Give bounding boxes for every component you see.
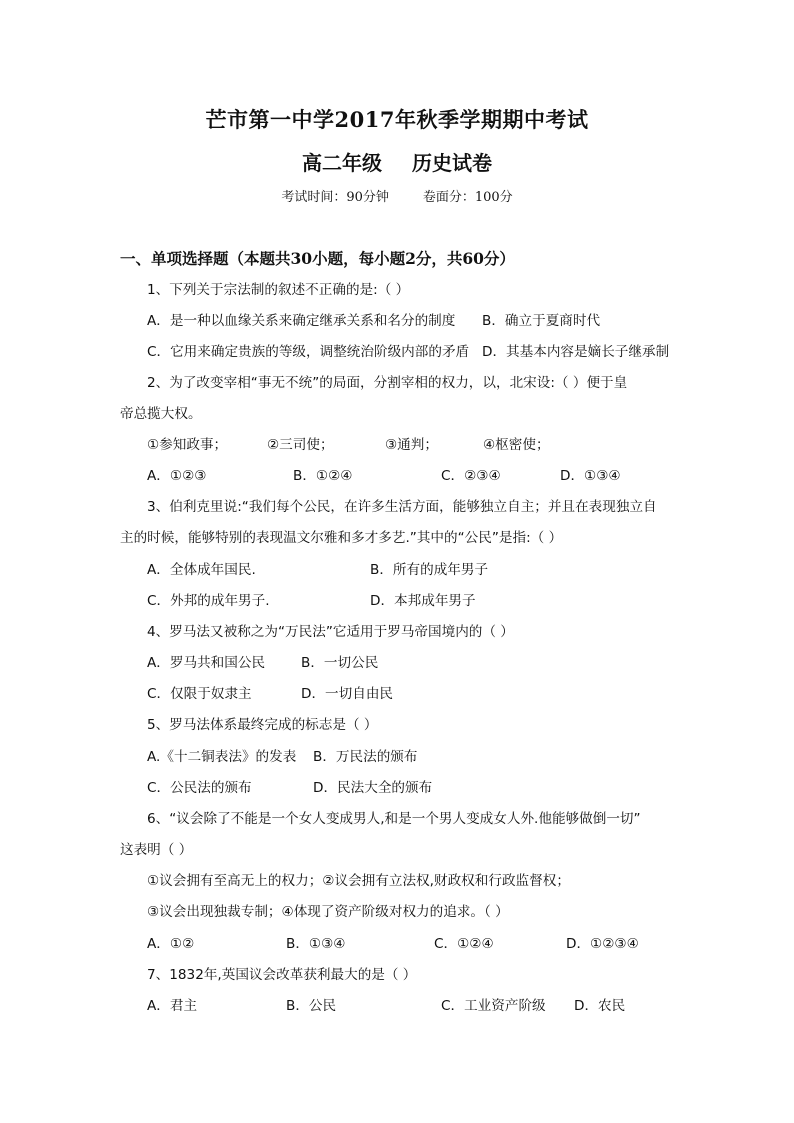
- statement-row: ①议会拥有至高无上的权力；②议会拥有立法权,财政权和行政监督权；: [147, 873, 570, 889]
- option-a: A．①②③: [147, 468, 207, 484]
- option-d: D．本邦成年男子: [370, 593, 476, 609]
- subject-label: 历史试卷: [412, 151, 492, 175]
- option-a: A．君主: [147, 998, 198, 1014]
- question-stem: 1、下列关于宗法制的叙述不正确的是:（ ）: [147, 282, 410, 298]
- question-stem: 4、罗马法又被称之为“万民法”它适用于罗马帝国境内的（ ）: [147, 624, 514, 640]
- option-b: B．一切公民: [301, 655, 379, 671]
- option-c: C．外邦的成年男子.: [147, 593, 270, 609]
- option-c: C．公民法的颁布: [147, 780, 252, 796]
- question-stem: 2、为了改变宰相“事无不统”的局面，分割宰相的权力，以，北宋设:（ ）便于皇: [147, 375, 628, 391]
- option-d: D．①③④: [560, 468, 621, 484]
- statement-1: ①参知政事；: [147, 437, 228, 453]
- full-score: 卷面分：100分: [422, 190, 513, 205]
- option-b: B．①③④: [286, 936, 346, 952]
- question-stem-continued: 帝总揽大权。: [120, 406, 202, 422]
- exam-time: 考试时间：90分钟: [281, 190, 389, 205]
- statement-3: ③通判；: [385, 437, 438, 453]
- exam-subtitle: [0, 147, 794, 176]
- statement-row: ③议会出现独裁专制；④体现了资产阶级对权力的追求。（ ）: [147, 904, 509, 920]
- option-c: C．仅限于奴隶主: [147, 686, 252, 702]
- option-c: C．②③④: [441, 468, 501, 484]
- exam-title: 芒市第一中学2017年秋季学期期中考试: [205, 107, 589, 132]
- option-d: D．民法大全的颁布: [313, 780, 433, 796]
- question-stem: 5、罗马法体系最终完成的标志是（ ）: [147, 717, 378, 733]
- question-stem: 3、伯利克里说:“我们每个公民，在许多生活方面，能够独立自主；并且在表现独立自: [147, 499, 657, 515]
- question-stem-continued: 这表明（ ）: [120, 842, 193, 858]
- option-d: D．①②③④: [566, 936, 639, 952]
- option-b: B．万民法的颁布: [313, 749, 418, 765]
- option-d: D．其基本内容是嫡长子继承制: [482, 344, 670, 360]
- option-a: A.《十二铜表法》的发表: [147, 749, 297, 765]
- option-b: B．确立于夏商时代: [482, 313, 601, 329]
- option-b: B．①②④: [293, 468, 353, 484]
- statement-4: ④枢密使；: [483, 437, 550, 453]
- option-a: A．①②: [147, 936, 195, 952]
- grade-label: 高二年级: [302, 151, 382, 175]
- option-b: B．公民: [286, 998, 337, 1014]
- option-c: C．它用来确定贵族的等级，调整统治阶级内部的矛盾: [147, 344, 470, 360]
- question-stem: 6、“议会除了不能是一个女人变成男人,和是一个男人变成女人外.他能够做倒一切”: [147, 811, 641, 827]
- option-d: D．一切自由民: [301, 686, 394, 702]
- option-a: A．是一种以血缘关系来确定继承关系和名分的制度: [147, 313, 456, 329]
- section-heading: 一、单项选择题（本题共30小题，每小题2分，共60分）: [120, 249, 515, 268]
- option-a: A．全体成年国民.: [147, 562, 256, 578]
- question-stem-continued: 主的时候，能够特别的表现温文尔雅和多才多艺.”其中的“公民”是指:（ ）: [120, 530, 563, 546]
- option-a: A．罗马共和国公民: [147, 655, 266, 671]
- question-stem: 7、1832年,英国议会改革获利最大的是（ ）: [147, 967, 417, 983]
- option-d: D．农民: [574, 998, 626, 1014]
- statement-2: ②三司使；: [267, 437, 334, 453]
- exam-info: [0, 186, 794, 205]
- option-c: C．工业资产阶级: [441, 998, 546, 1014]
- option-c: C．①②④: [434, 936, 494, 952]
- option-b: B．所有的成年男子: [370, 562, 489, 578]
